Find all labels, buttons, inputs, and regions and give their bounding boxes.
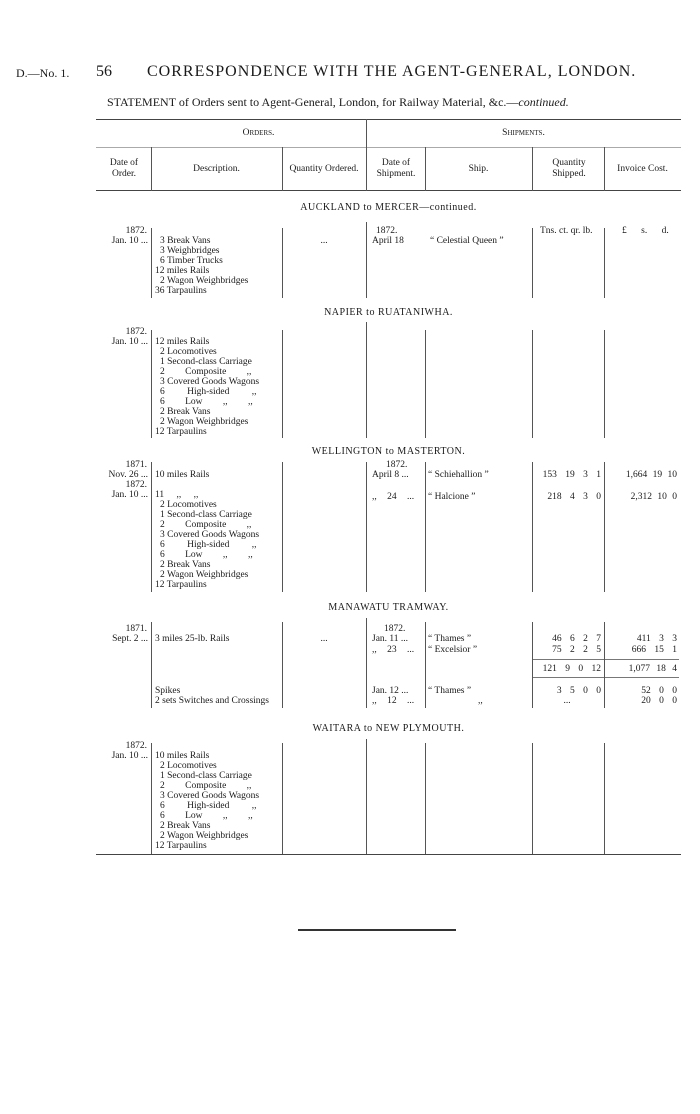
page-number: 56	[96, 63, 112, 80]
body-rule	[282, 228, 283, 298]
section-title: AUCKLAND to MERCER—continued.	[300, 202, 477, 213]
order-date: Nov. 26 ...	[108, 470, 148, 480]
quantity-shipped: 218 4 3 0	[547, 492, 601, 502]
body-rule	[151, 622, 152, 708]
ship-name: “ Thames ”	[428, 686, 472, 696]
body-rule	[366, 739, 367, 854]
item: 6 Low ,, ,,	[160, 811, 253, 821]
body-rule	[532, 228, 533, 298]
order-date: Jan. 10 ...	[111, 236, 148, 246]
invoice-cost: 411 3 3	[636, 634, 677, 644]
item: 2 Locomotives	[160, 761, 217, 771]
statement-text: of Orders sent to Agent-General, London, for Railway Material, &c.—	[178, 95, 519, 109]
document-reference: D.—No. 1.	[16, 66, 70, 80]
body-rule	[532, 462, 533, 592]
quantity-total: 121 9 0 12	[542, 664, 601, 674]
table-top-rule	[96, 119, 681, 120]
item: 2 Composite ,,	[160, 781, 252, 791]
body-rule	[532, 622, 533, 708]
body-rule	[282, 330, 283, 438]
quantity-ordered: ...	[320, 634, 328, 644]
body-rule	[604, 622, 605, 708]
ship-name: “ Halcione ”	[428, 492, 476, 502]
body-rule	[604, 462, 605, 592]
body-rule	[425, 330, 426, 438]
item: 1 Second-class Carriage	[160, 510, 252, 520]
item: 6 Low ,, ,,	[160, 397, 253, 407]
item: 12 miles Rails	[155, 266, 210, 276]
item: 3 Weighbridges	[160, 246, 220, 256]
body-rule	[425, 462, 426, 592]
item: 2 Composite ,,	[160, 367, 252, 377]
quantity-shipped: 3 5 0 0	[556, 686, 601, 696]
order-date: Jan. 10 ...	[111, 337, 148, 347]
item: 2 Break Vans	[160, 407, 211, 417]
body-rule	[425, 622, 426, 708]
statement-prefix: STATEMENT	[107, 95, 176, 109]
item: 12 Tarpaulins	[155, 427, 207, 437]
shipment-year: 1872.	[384, 624, 406, 634]
item: 6 High-sided ,,	[160, 540, 257, 550]
invoice-cost: 52 0 0	[641, 686, 677, 696]
item: 2 Wagon Weighbridges	[160, 417, 249, 427]
item: 10 miles Rails	[155, 751, 210, 761]
order-year: 1872.	[125, 226, 147, 236]
body-rule	[604, 743, 605, 854]
order-year: 1871.	[125, 460, 147, 470]
item: 2 Wagon Weighbridges	[160, 570, 249, 580]
group-header-rule	[96, 147, 681, 148]
shipment-date: ,, 24 ...	[372, 492, 415, 502]
section-title: MANAWATU TRAMWAY.	[328, 602, 449, 613]
order-date: Jan. 10 ...	[111, 490, 148, 500]
body-rule	[366, 222, 367, 298]
order-year: 1872.	[125, 480, 147, 490]
item: 1 Second-class Carriage	[160, 357, 252, 367]
item: 2 Break Vans	[160, 560, 211, 570]
item: 6 Low ,, ,,	[160, 550, 253, 560]
shipment-year: 1872.	[386, 460, 408, 470]
body-rule	[151, 743, 152, 854]
body-rule	[282, 622, 283, 708]
item: 2 Locomotives	[160, 500, 217, 510]
quantity-shipped: 153 19 3 1	[542, 470, 601, 480]
body-rule	[366, 462, 367, 592]
ship-name: “ Thames ”	[428, 634, 472, 644]
item: 3 Covered Goods Wagons	[160, 377, 260, 387]
invoice-cost: 2,312 10 0	[630, 492, 677, 502]
ship-name: ,,	[478, 696, 483, 706]
quantity-shipped: 75 2 2 5	[552, 645, 601, 655]
body-rule	[532, 743, 533, 854]
col-description: Description.	[193, 164, 240, 174]
body-rule	[366, 618, 367, 708]
shipment-date: ,, 23 ...	[372, 645, 415, 655]
section-title: WAITARA to NEW PLYMOUTH.	[312, 723, 465, 734]
quantity-shipped: 46 6 2 7	[552, 634, 601, 644]
body-rule	[366, 322, 367, 438]
shipment-year: 1872.	[376, 226, 398, 236]
body-rule	[532, 330, 533, 438]
item: 2 sets Switches and Crossings	[155, 696, 269, 706]
shipment-date: Jan. 11 ...	[372, 634, 409, 644]
order-year: 1872.	[125, 741, 147, 751]
section-title: NAPIER to RUATANIWHA.	[324, 307, 453, 318]
item: 2 Locomotives	[160, 347, 217, 357]
body-rule	[604, 228, 605, 298]
column-header-rule	[96, 190, 681, 191]
shipments-group-header: Shipments.	[502, 128, 545, 138]
col-invoice-cost: Invoice Cost.	[617, 164, 668, 174]
body-rule	[282, 743, 283, 854]
ship-name: “ Schiehallion ”	[428, 470, 489, 480]
item: 12 miles Rails	[155, 337, 210, 347]
page-title: CORRESPONDENCE WITH THE AGENT-GENERAL, LONDON.	[147, 63, 637, 80]
item: 2 Composite ,,	[160, 520, 252, 530]
body-rule	[151, 228, 152, 298]
item: 1 Second-class Carriage	[160, 771, 252, 781]
shipment-date: April 8 ...	[372, 470, 409, 480]
units-cost-header: £ s. d.	[622, 226, 669, 236]
col-ship: Ship.	[468, 164, 489, 174]
footer-rule	[298, 929, 456, 931]
orders-group-header: Orders.	[242, 128, 275, 138]
table-bottom-rule	[96, 854, 681, 855]
rule-ship-qty	[532, 147, 533, 191]
order-year: 1872.	[125, 327, 147, 337]
body-rule	[425, 743, 426, 854]
subtotal-bottom-rule	[533, 677, 679, 678]
item: 12 Tarpaulins	[155, 841, 207, 851]
body-rule	[151, 462, 152, 592]
item: 11 ,, ,,	[155, 490, 199, 500]
units-qty-header: Tns. ct. qr. lb.	[540, 226, 593, 236]
shipment-date: Jan. 12 ...	[372, 686, 409, 696]
section-title: WELLINGTON to MASTERTON.	[311, 446, 466, 457]
item: 3 miles 25-lb. Rails	[155, 634, 230, 644]
body-rule	[282, 462, 283, 592]
order-year: 1871.	[125, 624, 147, 634]
statement-heading	[107, 95, 569, 110]
invoice-cost: 20 0 0	[641, 696, 677, 706]
body-rule	[604, 330, 605, 438]
quantity-ordered: ...	[320, 236, 328, 246]
item: 3 Covered Goods Wagons	[160, 791, 260, 801]
item: 2 Wagon Weighbridges	[160, 831, 249, 841]
order-date: Jan. 10 ...	[111, 751, 148, 761]
invoice-cost: 1,664 19 10	[625, 470, 677, 480]
body-rule	[151, 330, 152, 438]
shipment-date: April 18	[372, 236, 404, 246]
item: 3 Covered Goods Wagons	[160, 530, 260, 540]
item: 36 Tarpaulins	[155, 286, 207, 296]
invoice-total: 1,077 18 4	[628, 664, 677, 674]
item: 2 Wagon Weighbridges	[160, 276, 249, 286]
col-date-of-order: Date of Order.	[109, 158, 139, 179]
col-quantity-ordered: Quantity Ordered.	[289, 164, 359, 174]
item: 10 miles Rails	[155, 470, 210, 480]
order-date: Sept. 2 ...	[112, 634, 148, 644]
ship-name: “ Excelsior ”	[428, 645, 478, 655]
shipment-date: ,, 12 ...	[372, 696, 415, 706]
item: 6 Timber Trucks	[160, 256, 223, 266]
statement-suffix: continued.	[518, 95, 569, 109]
col-date-of-shipment: Date of Shipment.	[376, 158, 416, 179]
item: 6 High-sided ,,	[160, 387, 257, 397]
item: 12 Tarpaulins	[155, 580, 207, 590]
quantity-shipped: ...	[563, 696, 571, 706]
item: 2 Break Vans	[160, 821, 211, 831]
subtotal-rule	[533, 659, 679, 660]
ship-name: “ Celestial Queen ”	[430, 236, 504, 246]
col-quantity-shipped: Quantity Shipped.	[552, 158, 586, 179]
invoice-cost: 666 15 1	[631, 645, 677, 655]
item: 6 High-sided ,,	[160, 801, 257, 811]
item: Spikes	[155, 686, 181, 696]
item: 3 Break Vans	[160, 236, 211, 246]
